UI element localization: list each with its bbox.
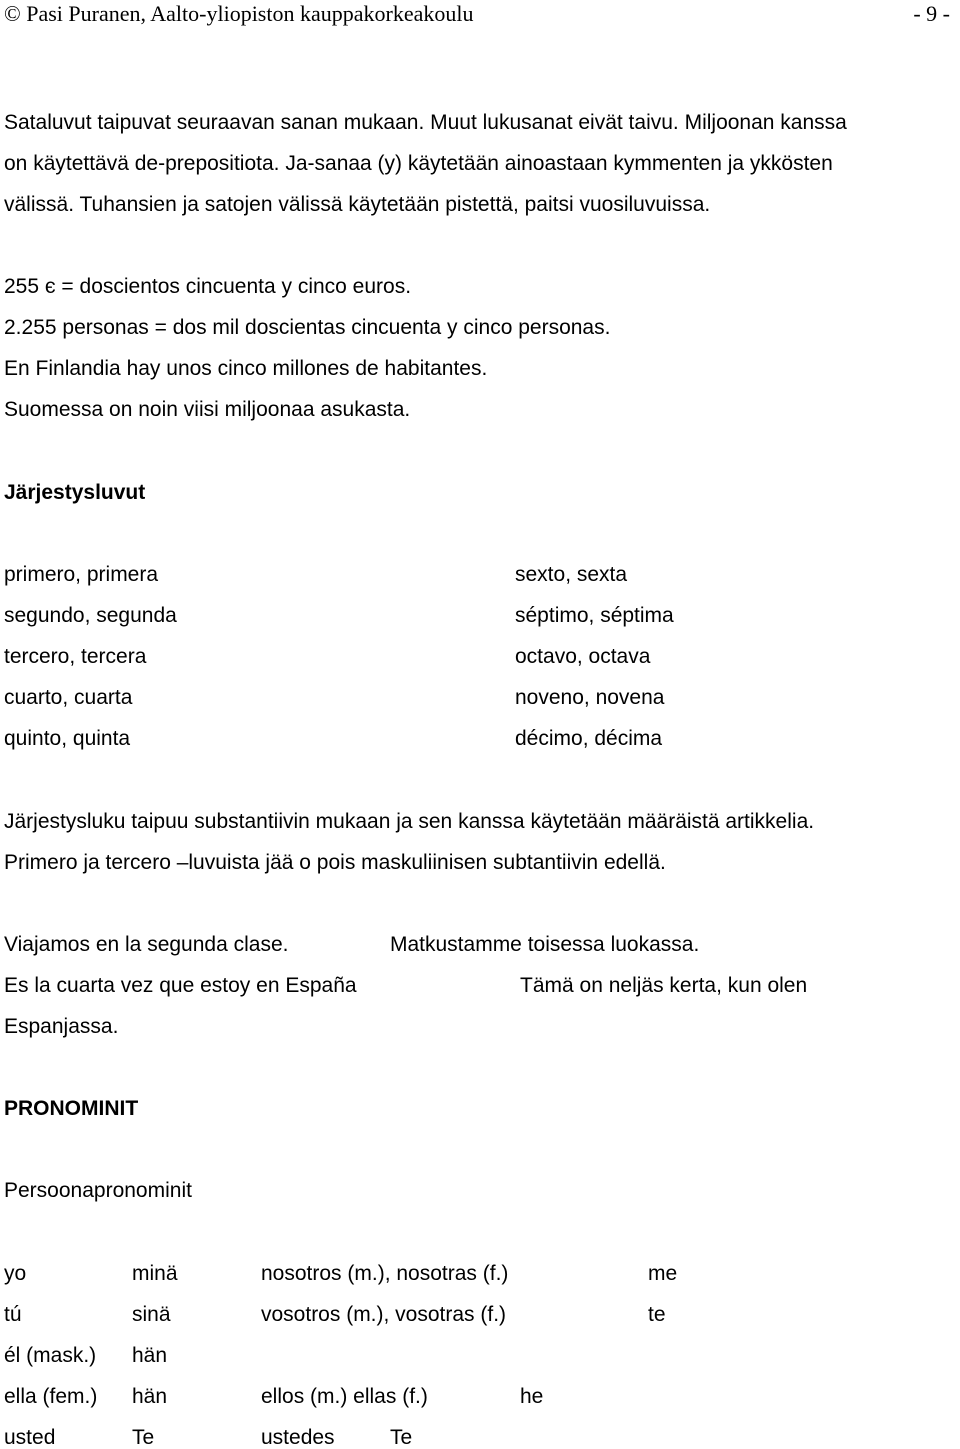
example-line: Suomessa on noin viisi miljoonaa asukasta.	[4, 398, 411, 421]
ordinal-right: noveno, novena	[515, 686, 665, 709]
pronoun-finnish-singular: hän	[132, 1344, 168, 1367]
sentence-finnish: Matkustamme toisessa luokassa.	[390, 933, 700, 956]
example-line: 2.255 personas = dos mil doscientas cincuenta y cinco personas.	[4, 316, 611, 339]
ordinals-heading: Järjestysluvut	[4, 481, 146, 504]
pronoun-spanish-plural: nosotros (m.), nosotras (f.)	[261, 1262, 509, 1285]
pronoun-finnish-plural: Te	[390, 1426, 413, 1449]
pronoun-finnish-plural: he	[520, 1385, 544, 1408]
ordinal-right: décimo, décima	[515, 727, 663, 750]
pronoun-finnish-singular: sinä	[132, 1303, 171, 1326]
pronoun-spanish-plural: ustedes	[261, 1426, 335, 1449]
pronoun-spanish-singular: usted	[4, 1426, 56, 1449]
pronoun-spanish-singular: ella (fem.)	[4, 1385, 98, 1408]
intro-line: välissä. Tuhansien ja satojen välissä käytetään pistettä, paitsi vuosiluvuissa.	[4, 193, 711, 216]
pronoun-spanish-singular: tú	[4, 1303, 22, 1326]
ordinal-note: Primero ja tercero –luvuista jää o pois maskuliinisen subtantiivin edellä.	[4, 851, 666, 874]
ordinal-right: sexto, sexta	[515, 563, 628, 586]
sentence-finnish-continued: Espanjassa.	[4, 1015, 119, 1038]
pronoun-finnish-singular: minä	[132, 1262, 178, 1285]
ordinal-left: primero, primera	[4, 563, 159, 586]
ordinal-left: tercero, tercera	[4, 645, 147, 668]
sentence-spanish: Viajamos en la segunda clase.	[4, 933, 289, 956]
example-line: 255 є = doscientos cincuenta y cinco euros.	[4, 275, 412, 298]
ordinal-left: quinto, quinta	[4, 727, 131, 750]
sentence-finnish: Tämä on neljäs kerta, kun olen	[520, 974, 808, 997]
ordinal-note: Järjestysluku taipuu substantiivin mukaan ja sen kanssa käytetään määräistä artikkelia.	[4, 810, 815, 833]
pronouns-subheading: Persoonapronominit	[4, 1179, 192, 1202]
pronoun-spanish-singular: él (mask.)	[4, 1344, 97, 1367]
pronoun-finnish-plural: te	[648, 1303, 666, 1326]
header-author: © Pasi Puranen, Aalto-yliopiston kauppakorkeakoulu	[4, 1, 474, 26]
page-number: - 9 -	[913, 1, 950, 26]
pronoun-spanish-singular: yo	[4, 1262, 27, 1285]
ordinal-left: cuarto, cuarta	[4, 686, 133, 709]
ordinal-right: octavo, octava	[515, 645, 651, 668]
sentence-spanish: Es la cuarta vez que estoy en España	[4, 974, 357, 997]
ordinal-right: séptimo, séptima	[515, 604, 674, 627]
pronoun-spanish-plural: vosotros (m.), vosotras (f.)	[261, 1303, 507, 1326]
example-line: En Finlandia hay unos cinco millones de habitantes.	[4, 357, 488, 380]
pronoun-spanish-plural: ellos (m.) ellas (f.)	[261, 1385, 428, 1408]
intro-line: on käytettävä de-prepositiota. Ja-sanaa (y) käytetään ainoastaan kymmenten ja ykkösten	[4, 152, 833, 175]
pronoun-finnish-plural: me	[648, 1262, 678, 1285]
ordinal-left: segundo, segunda	[4, 604, 177, 627]
pronoun-finnish-singular: hän	[132, 1385, 168, 1408]
pronouns-heading: PRONOMINIT	[4, 1097, 139, 1120]
pronoun-finnish-singular: Te	[132, 1426, 155, 1449]
intro-line: Sataluvut taipuvat seuraavan sanan mukaan. Muut lukusanat eivät taivu. Miljoonan kanssa	[4, 111, 847, 134]
